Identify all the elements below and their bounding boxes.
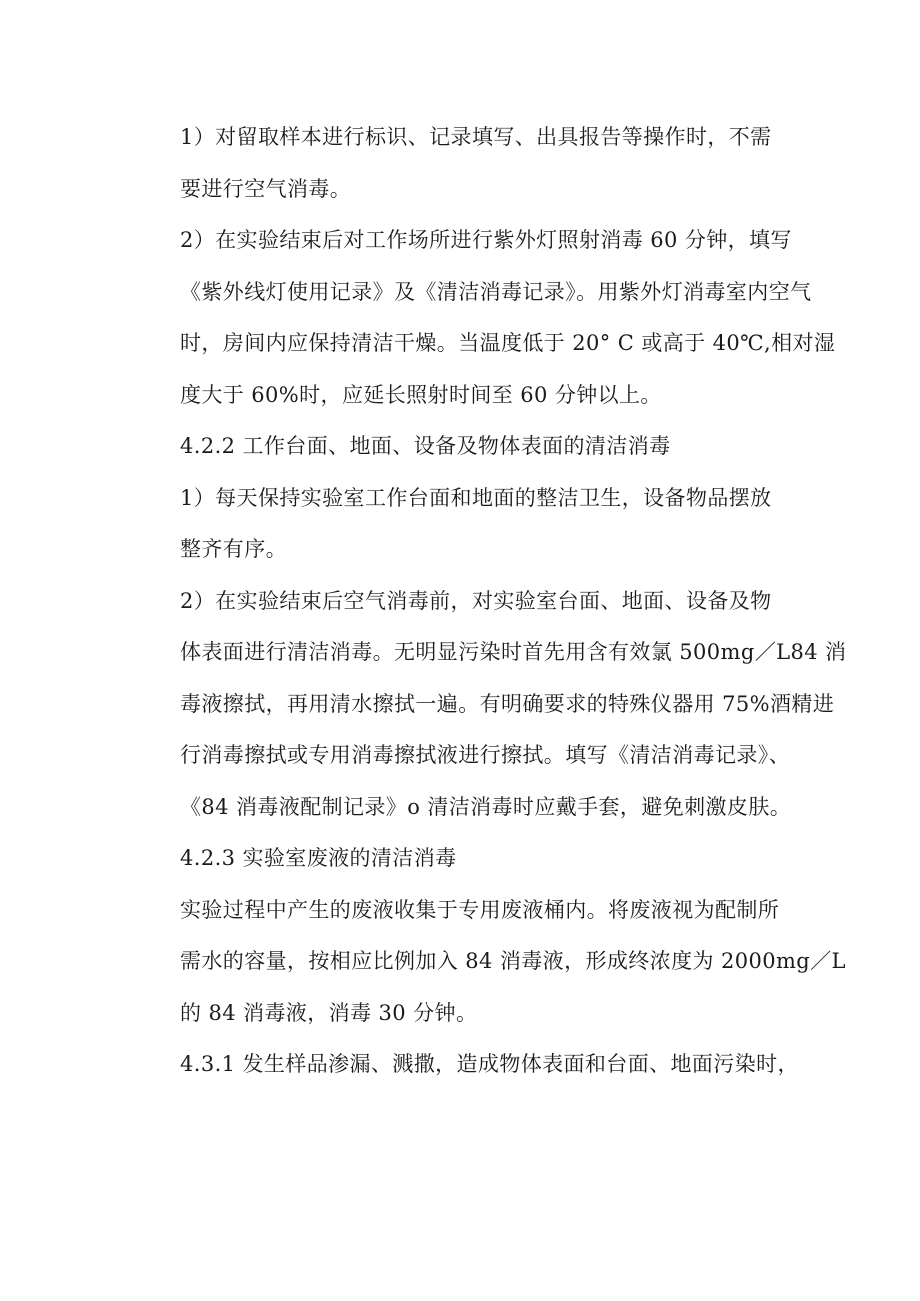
para-waste-liquid	[138, 885, 846, 1040]
text-line: 要进行空气消毒。	[180, 176, 352, 201]
para-surface-disinfection	[138, 576, 847, 834]
text-line: 的 84 消毒液，消毒 30 分钟。	[180, 1000, 478, 1025]
text-line: 行消毒擦拭或专用消毒擦拭液进行擦拭。填写《清洁消毒记录》、	[180, 743, 791, 767]
text-line: 实验过程中产生的废液收集于专用废液桶内。将废液视为配制所	[180, 897, 780, 922]
text-line: 整齐有序。	[180, 537, 287, 561]
text-line: 体表面进行清洁消毒。无明显污染时首先用含有效氯 500mg／L84 消	[180, 640, 847, 664]
document-body	[138, 112, 847, 1091]
text-line: 毒液擦拭，再用清水擦拭一遍。有明确要求的特殊仪器用 75%酒精进	[180, 691, 835, 716]
text-line: 《84 消毒液配制记录》o 清洁消毒时应戴手套，避免刺激皮肤。	[180, 794, 792, 819]
text-line: 4.3.1 发生样品渗漏、溅撒，造成物体表面和台面、地面污染时，	[180, 1052, 799, 1076]
para-air-disinfection-exemption	[138, 112, 798, 215]
heading-4-2-3	[138, 833, 798, 885]
text-line: 1）每天保持实验室工作台面和地面的整洁卫生，设备物品摆放	[180, 485, 772, 510]
heading-4-3-1	[138, 1039, 798, 1091]
text-line: 1）对留取样本进行标识、记录填写、出具报告等操作时，不需	[180, 125, 772, 149]
text-line: 2）在实验结束后空气消毒前，对实验室台面、地面、设备及物	[180, 588, 772, 613]
text-line: 需水的容量，按相应比例加入 84 消毒液，形成终浓度为 2000mg／L	[180, 949, 846, 973]
text-line: 2）在实验结束后对工作场所进行紫外灯照射消毒 60 分钟，填写	[180, 228, 792, 252]
text-line: 《紫外线灯使用记录》及《清洁消毒记录》。用紫外灯消毒室内空气	[180, 279, 812, 304]
text-line: 4.2.2 工作台面、地面、设备及物体表面的清洁消毒	[180, 434, 671, 458]
para-daily-cleaning	[138, 473, 798, 576]
text-line: 度大于 60%时，应延长照射时间至 60 分钟以上。	[180, 382, 662, 407]
text-line: 时，房间内应保持清洁干燥。当温度低于 20° C 或高于 40℃,相对湿	[180, 331, 836, 355]
heading-4-2-2	[138, 421, 798, 473]
para-uv-disinfection	[138, 215, 836, 421]
text-line: 4.2.3 实验室废液的清洁消毒	[180, 846, 457, 870]
